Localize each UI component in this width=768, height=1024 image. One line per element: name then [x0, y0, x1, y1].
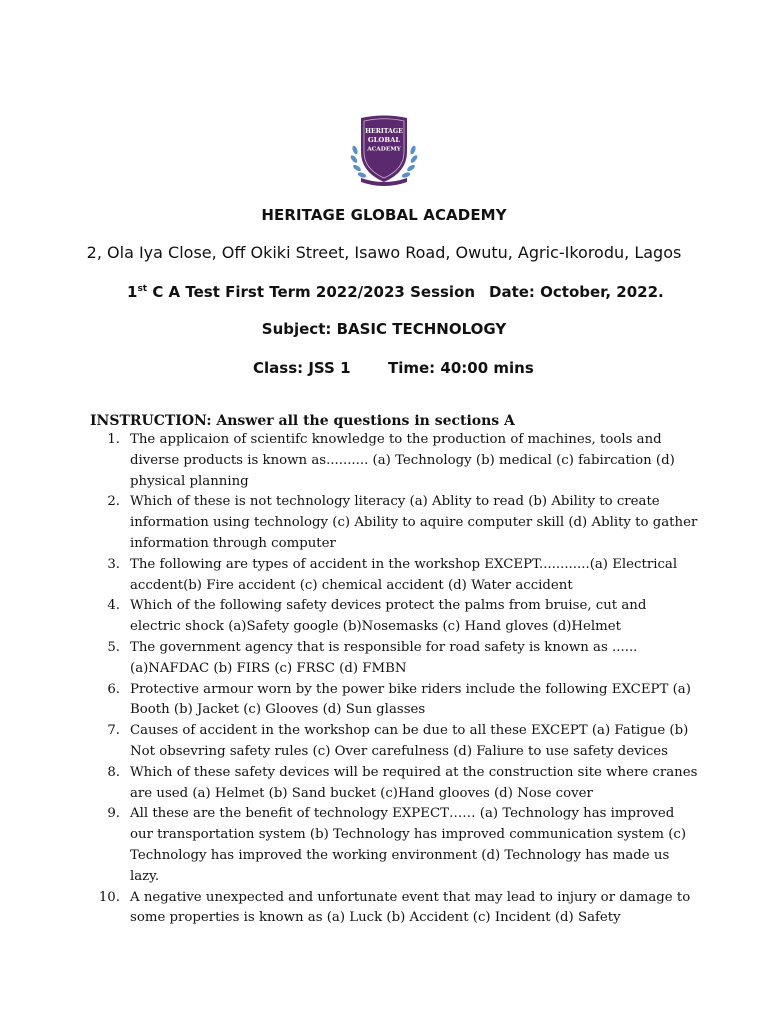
question-text: All these are the benefit of technology EXPECT…… (a) Technology has improved our transportation system (b) Technology has improved communication system (c) Technology has improved the working environment (d) Technology has made us lazy. [130, 806, 687, 884]
term-number: 1 [127, 283, 138, 301]
school-crest-logo [347, 112, 421, 188]
school-address: 2, Ola Iya Close, Off Okiki Street, Isawo Road, Owutu, Agric-Ikorodu, Lagos [86, 243, 682, 262]
question-text: A negative unexpected and unfortunate event that may lead to injury or damage to some properties is known as (a) Luck (b) Accident (c) Incident (d) Safety [130, 889, 691, 926]
question-text: The applicaion of scientifc knowledge to the production of machines, tools and diverse products is known as.......... (a) Technology (b) medical (c) fabircation (d) physical planning [130, 432, 675, 489]
class-label: Class: JSS 1 [253, 359, 351, 377]
question-number: 6. [107, 681, 120, 697]
question-text: The following are types of accident in the workshop EXCEPT............(a) Electrical accdent(b) Fire accident (c) chemical accident (d) Water accident [130, 556, 678, 593]
test-date: Date: October, 2022. [489, 283, 664, 301]
question-item [90, 721, 700, 763]
question-number: 2. [107, 494, 120, 510]
question-number: 5. [107, 639, 120, 655]
question-number: 10. [98, 889, 120, 905]
school-name: HERITAGE GLOBAL ACADEMY [261, 206, 507, 224]
term-superscript: st [137, 284, 148, 294]
question-item [90, 804, 700, 887]
question-text: Protective armour worn by the power bike riders include the following EXCEPT (a) Booth (b) Jacket (c) Glooves (d) Sun glasses [130, 681, 691, 718]
question-number: 7. [107, 723, 120, 739]
question-text: Causes of accident in the workshop can be due to all these EXCEPT (a) Fatigue (b) Not obsevring safety rules (c) Over carefulness (d) Faliure to use safety devices [130, 723, 689, 759]
question-text: Which of these safety devices will be required at the construction site where cranes are used (a) Helmet (b) Sand bucket (c)Hand glooves (d) Nose cover [130, 764, 698, 801]
subject-line: Subject: BASIC TECHNOLOGY [261, 320, 507, 338]
question-item [90, 638, 700, 680]
question-number: 3. [107, 556, 120, 572]
question-text: Which of these is not technology literacy (a) Ablity to read (b) Ability to create information using technology (c) Ability to aquire computer skill (d) Ablity to gather information through computer [130, 494, 698, 551]
question-text: The government agency that is responsible for road safety is known as ...... (a)NAFDAC (b) FIRS (c) FRSC (d) FMBN [130, 639, 638, 676]
question-number: 1. [107, 432, 120, 447]
question-list [90, 430, 700, 929]
question-item [90, 680, 700, 722]
question-item [90, 596, 700, 638]
question-number: 4. [107, 598, 120, 614]
question-item [90, 492, 700, 554]
question-number: 9. [107, 806, 120, 822]
logo-text-academy: ACADEMY [367, 146, 401, 153]
question-item [90, 888, 700, 930]
term-rest: C A Test First Term 2022/2023 Session [147, 283, 476, 301]
time-label: Time: 40:00 mins [388, 359, 534, 377]
test-term [127, 283, 475, 301]
logo-text-global: GLOBAL [367, 136, 401, 144]
question-item [90, 763, 700, 805]
question-item [90, 430, 700, 492]
question-text: Which of the following safety devices protect the palms from bruise, cut and electric shock (a)Safety google (b)Nosemasks (c) Hand gloves (d)Helmet [130, 598, 647, 635]
question-item [90, 555, 700, 597]
instruction-heading: INSTRUCTION: Answer all the questions in sections A [90, 413, 515, 429]
question-number: 8. [107, 764, 120, 780]
logo-text-heritage: HERITAGE [365, 128, 403, 135]
